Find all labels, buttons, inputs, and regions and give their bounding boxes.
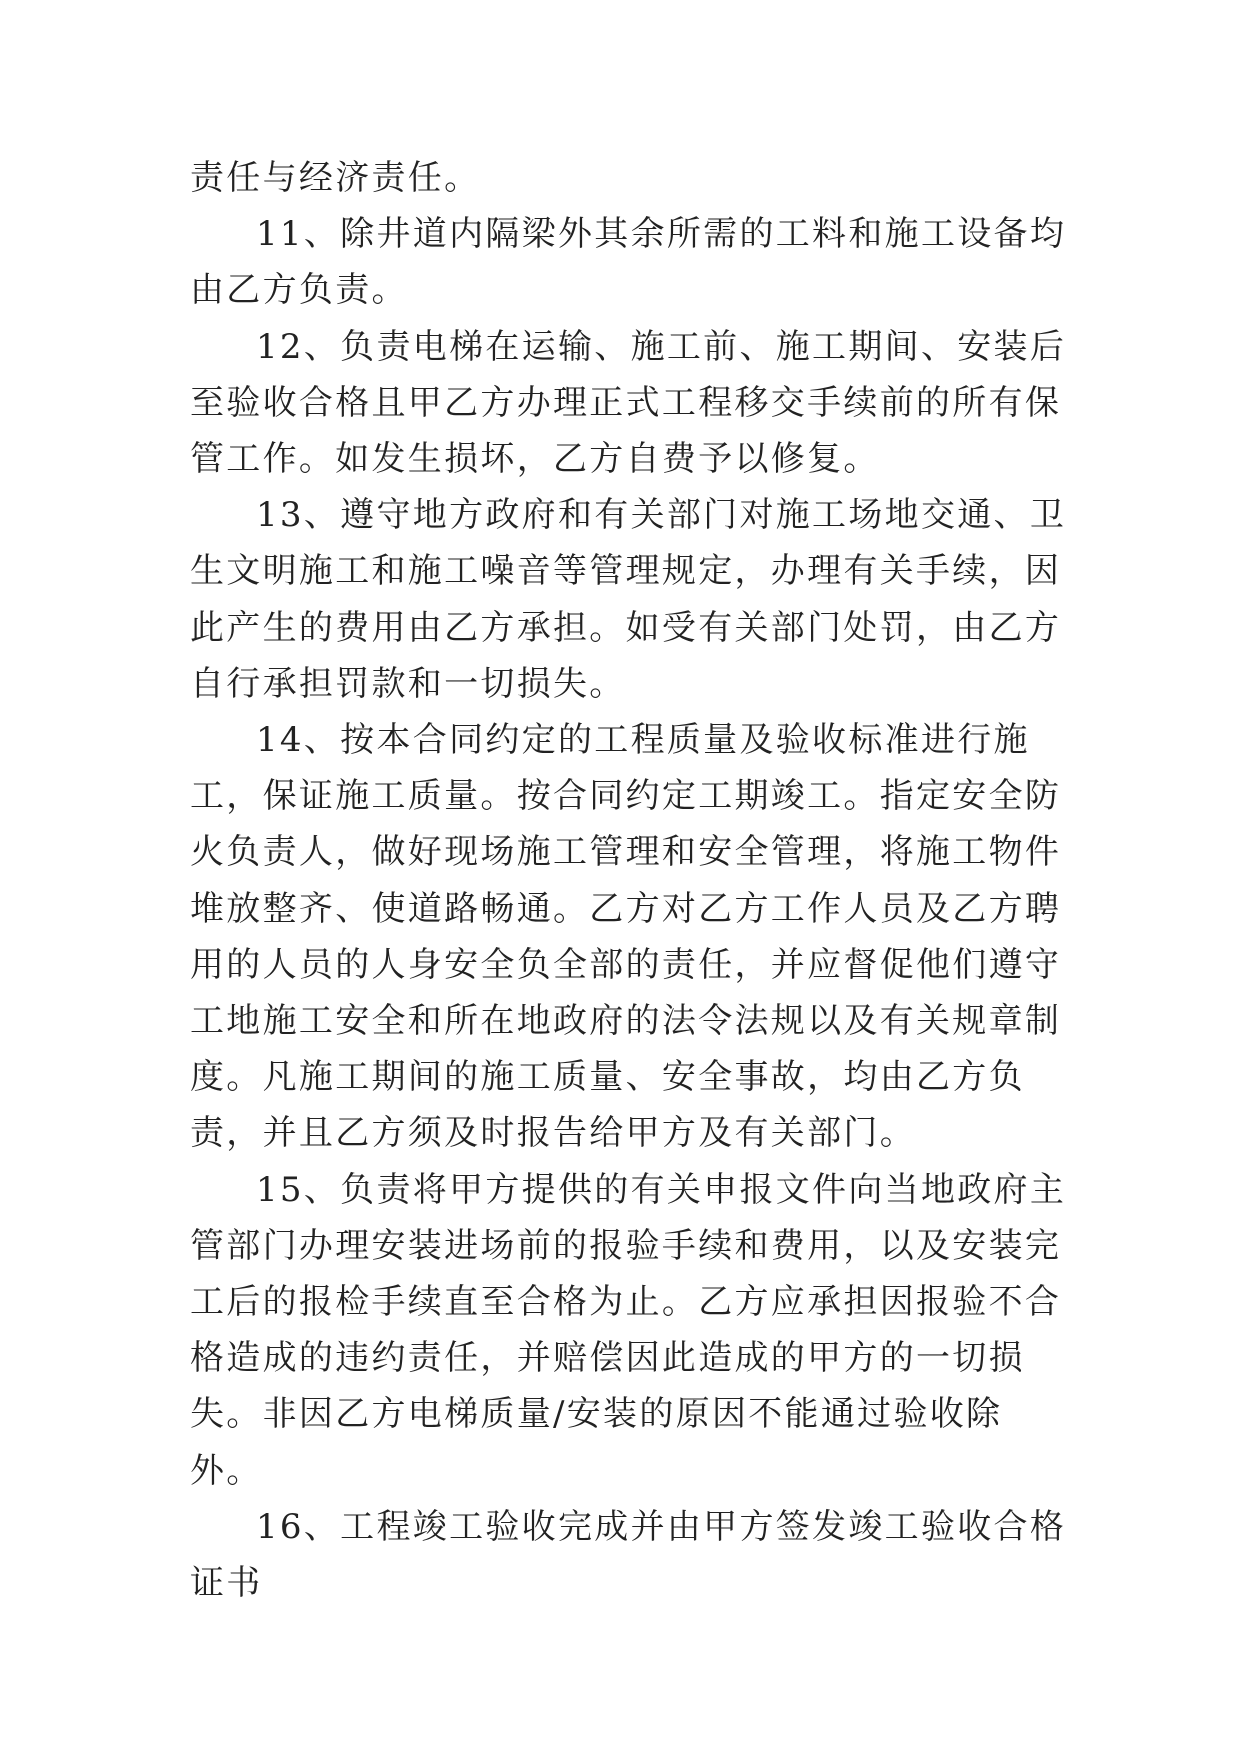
paragraph-clause-15: 15、负责将甲方提供的有关申报文件向当地政府主管部门办理安装进场前的报验手续和费用，以及安装完工后的报检手续直至合格为止。乙方应承担因报验不合格造成的违约责任，并赔偿因此造成的甲方的一切损失。非因乙方电梯质量/安装的原因不能通过验收除外。 [190, 1169, 1067, 1491]
paragraph-clause-11: 11、除井道内隔梁外其余所需的工料和施工设备均由乙方负责。 [190, 214, 1067, 311]
document-page [190, 150, 1070, 1611]
paragraph-clause-14: 14、按本合同约定的工程质量及验收标准进行施工，保证施工质量。按合同约定工期竣工。指定安全防火负责人，做好现场施工管理和安全管理，将施工物件堆放整齐、使道路畅通。乙方对乙方工作人员及乙方聘用的人员的人身安全负全部的责任，并应督促他们遵守工地施工安全和所在地政府的法令法规以及有关规章制度。凡施工期间的施工质量、安全事故，均由乙方负责，并且乙方须及时报告给甲方及有关部门。 [190, 720, 1062, 1154]
paragraph-clause-13: 13、遵守地方政府和有关部门对施工场地交通、卫生文明施工和施工噪音等管理规定，办理有关手续，因此产生的费用由乙方承担。如受有关部门处罚，由乙方自行承担罚款和一切损失。 [190, 495, 1067, 704]
paragraph-clause-12: 12、负责电梯在运输、施工前、施工期间、安装后至验收合格且甲乙方办理正式工程移交手续前的所有保管工作。如发生损坏，乙方自费予以修复。 [190, 326, 1067, 480]
paragraph-clause-16: 16、工程竣工验收完成并由甲方签发竣工验收合格证书 [190, 1506, 1067, 1604]
paragraph-continuation: 责任与经济责任。 [190, 158, 481, 198]
